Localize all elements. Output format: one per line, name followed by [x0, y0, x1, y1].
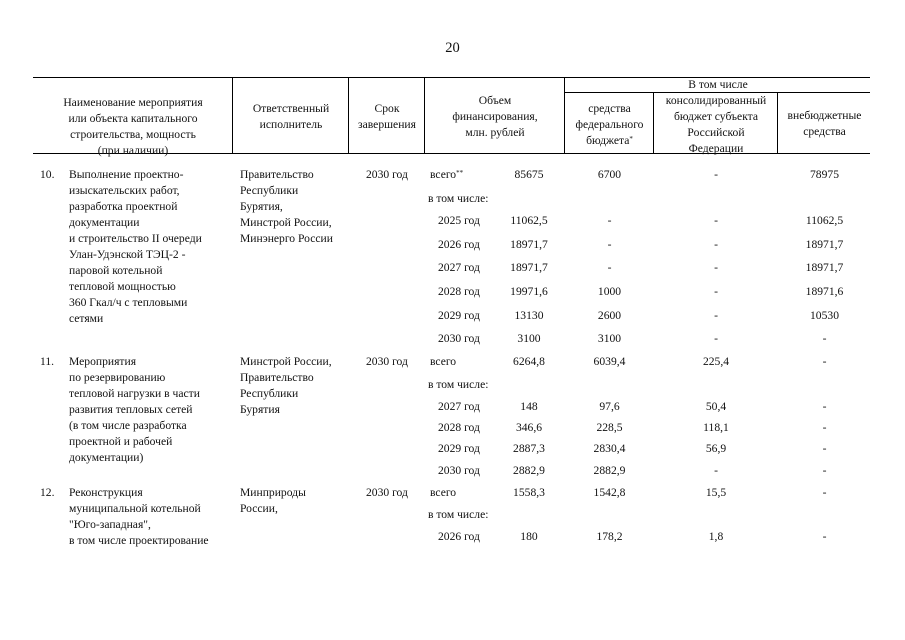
col-divider-6 — [777, 92, 778, 153]
extra-value: - — [822, 486, 827, 499]
year-extra: - — [822, 421, 827, 434]
header-deadline: Срок завершения — [358, 102, 416, 131]
year-federal: 3100 — [597, 332, 622, 345]
year-label: 2029 год — [438, 309, 480, 322]
row-deadline: 2030 год — [366, 486, 408, 499]
year-total: 346,6 — [515, 421, 543, 434]
total-label: всего — [430, 486, 457, 499]
year-total: 18971,7 — [510, 238, 548, 251]
year-regional: - — [714, 214, 718, 227]
year-label: 2027 год — [438, 400, 480, 413]
row-number: 10. — [40, 168, 55, 181]
row-executor: Правительство Республики Бурятия, Минстрой России, Минэнерго России — [240, 168, 333, 245]
year-regional: - — [714, 285, 718, 298]
year-extra: 11062,5 — [805, 214, 844, 227]
year-federal: 178,2 — [596, 530, 623, 543]
total-value: 6264,8 — [513, 355, 545, 368]
row-number: 11. — [40, 355, 55, 368]
year-label: 2025 год — [438, 214, 480, 227]
year-federal: 2882,9 — [593, 464, 626, 477]
row-executor: Минстрой России, Правительство Республики Бурятия — [240, 355, 332, 416]
extra-value: 78975 — [810, 168, 839, 181]
header-including: В том числе — [688, 78, 748, 91]
regional-value: 225,4 — [702, 355, 730, 368]
year-regional: 50,4 — [705, 400, 727, 413]
row-name: Реконструкция муниципальной котельной "Юго-западная", в том числе проектирование — [69, 486, 209, 547]
row-name: Выполнение проектно- изыскательских работ, разработка проектной документации и строительство II очереди Улан-Удэнской ТЭЦ-2 - паровой котельной тепловой мощностью 360 Гкал/ч с тепловыми сетями — [69, 168, 202, 325]
year-regional: 56,9 — [705, 442, 727, 455]
year-label: 2028 год — [438, 285, 480, 298]
year-total: 19971,6 — [510, 285, 548, 298]
row-deadline: 2030 год — [366, 355, 408, 368]
year-total: 11062,5 — [510, 214, 548, 227]
year-regional: - — [714, 309, 718, 322]
year-label: 2028 год — [438, 421, 480, 434]
header-name: Наименование мероприятия или объекта капитального строительства, мощность (при наличии) — [63, 96, 203, 157]
including-label: в том числе: — [428, 508, 489, 521]
federal-value: 6039,4 — [593, 355, 626, 368]
col-divider-2 — [348, 77, 349, 153]
year-total: 3100 — [517, 332, 541, 345]
total-label: всего — [430, 355, 457, 368]
page-number: 20 — [445, 40, 460, 56]
total-value: 1558,3 — [513, 486, 545, 499]
including-label: в том числе: — [428, 378, 489, 391]
regional-value: - — [714, 168, 718, 181]
footnote-mark: * — [629, 135, 633, 143]
year-label: 2027 год — [438, 261, 480, 274]
total-value: 85675 — [514, 168, 544, 181]
year-extra: - — [822, 332, 827, 345]
year-extra: 18971,7 — [805, 261, 844, 274]
year-total: 13130 — [514, 309, 544, 322]
year-extra: 18971,6 — [805, 285, 844, 298]
header-volume: Объем финансирования, млн. рублей — [452, 94, 538, 139]
federal-value: 6700 — [597, 168, 622, 181]
header-federal: средства федерального бюджета* — [575, 102, 644, 147]
row-number: 12. — [40, 486, 55, 499]
year-extra: - — [822, 442, 827, 455]
year-extra: - — [822, 400, 827, 413]
year-federal: - — [607, 214, 612, 227]
year-federal: 2600 — [597, 309, 622, 322]
federal-value: 1542,8 — [593, 486, 626, 499]
col-divider-3 — [424, 77, 425, 153]
year-federal: 2830,4 — [593, 442, 626, 455]
year-federal: 1000 — [597, 285, 622, 298]
year-regional: - — [714, 238, 718, 251]
year-federal: 228,5 — [596, 421, 623, 434]
header-executor: Ответственный исполнитель — [252, 102, 330, 131]
year-extra: 10530 — [810, 309, 839, 322]
header-extra: внебюджетные средства — [787, 109, 862, 138]
year-regional: 1,8 — [708, 530, 724, 543]
year-regional: - — [714, 332, 718, 345]
total-label: всего** — [430, 168, 464, 181]
year-regional: - — [714, 261, 718, 274]
year-extra: 18971,7 — [805, 238, 844, 251]
header-regional: консолидированный бюджет субъекта Российской Федерации — [665, 94, 767, 155]
year-total: 18971,7 — [510, 261, 548, 274]
year-label: 2030 год — [438, 332, 480, 345]
year-regional: 118,1 — [703, 421, 729, 434]
year-extra: - — [822, 464, 827, 477]
year-label: 2030 год — [438, 464, 480, 477]
year-federal: - — [607, 238, 612, 251]
year-label: 2029 год — [438, 442, 480, 455]
col-divider-4 — [564, 77, 565, 153]
col-divider-1 — [232, 77, 233, 153]
year-regional: - — [714, 464, 718, 477]
year-total: 180 — [520, 530, 538, 543]
year-total: 2882,9 — [513, 464, 545, 477]
year-total: 148 — [520, 400, 538, 413]
footnote-mark: ** — [456, 169, 464, 177]
year-total: 2887,3 — [513, 442, 545, 455]
row-executor: Минприроды России, — [240, 486, 306, 515]
extra-value: - — [822, 355, 827, 368]
col-divider-5 — [653, 92, 654, 153]
year-label: 2026 год — [438, 530, 480, 543]
year-federal: 97,6 — [599, 400, 620, 413]
year-label: 2026 год — [438, 238, 480, 251]
including-label: в том числе: — [428, 192, 489, 205]
regional-value: 15,5 — [705, 486, 727, 499]
row-deadline: 2030 год — [366, 168, 408, 181]
year-federal: - — [607, 261, 612, 274]
year-extra: - — [822, 530, 827, 543]
row-name: Мероприятия по резервированию тепловой нагрузки в части развития тепловых сетей (в том числе разработка проектной и рабочей документации) — [69, 355, 200, 464]
